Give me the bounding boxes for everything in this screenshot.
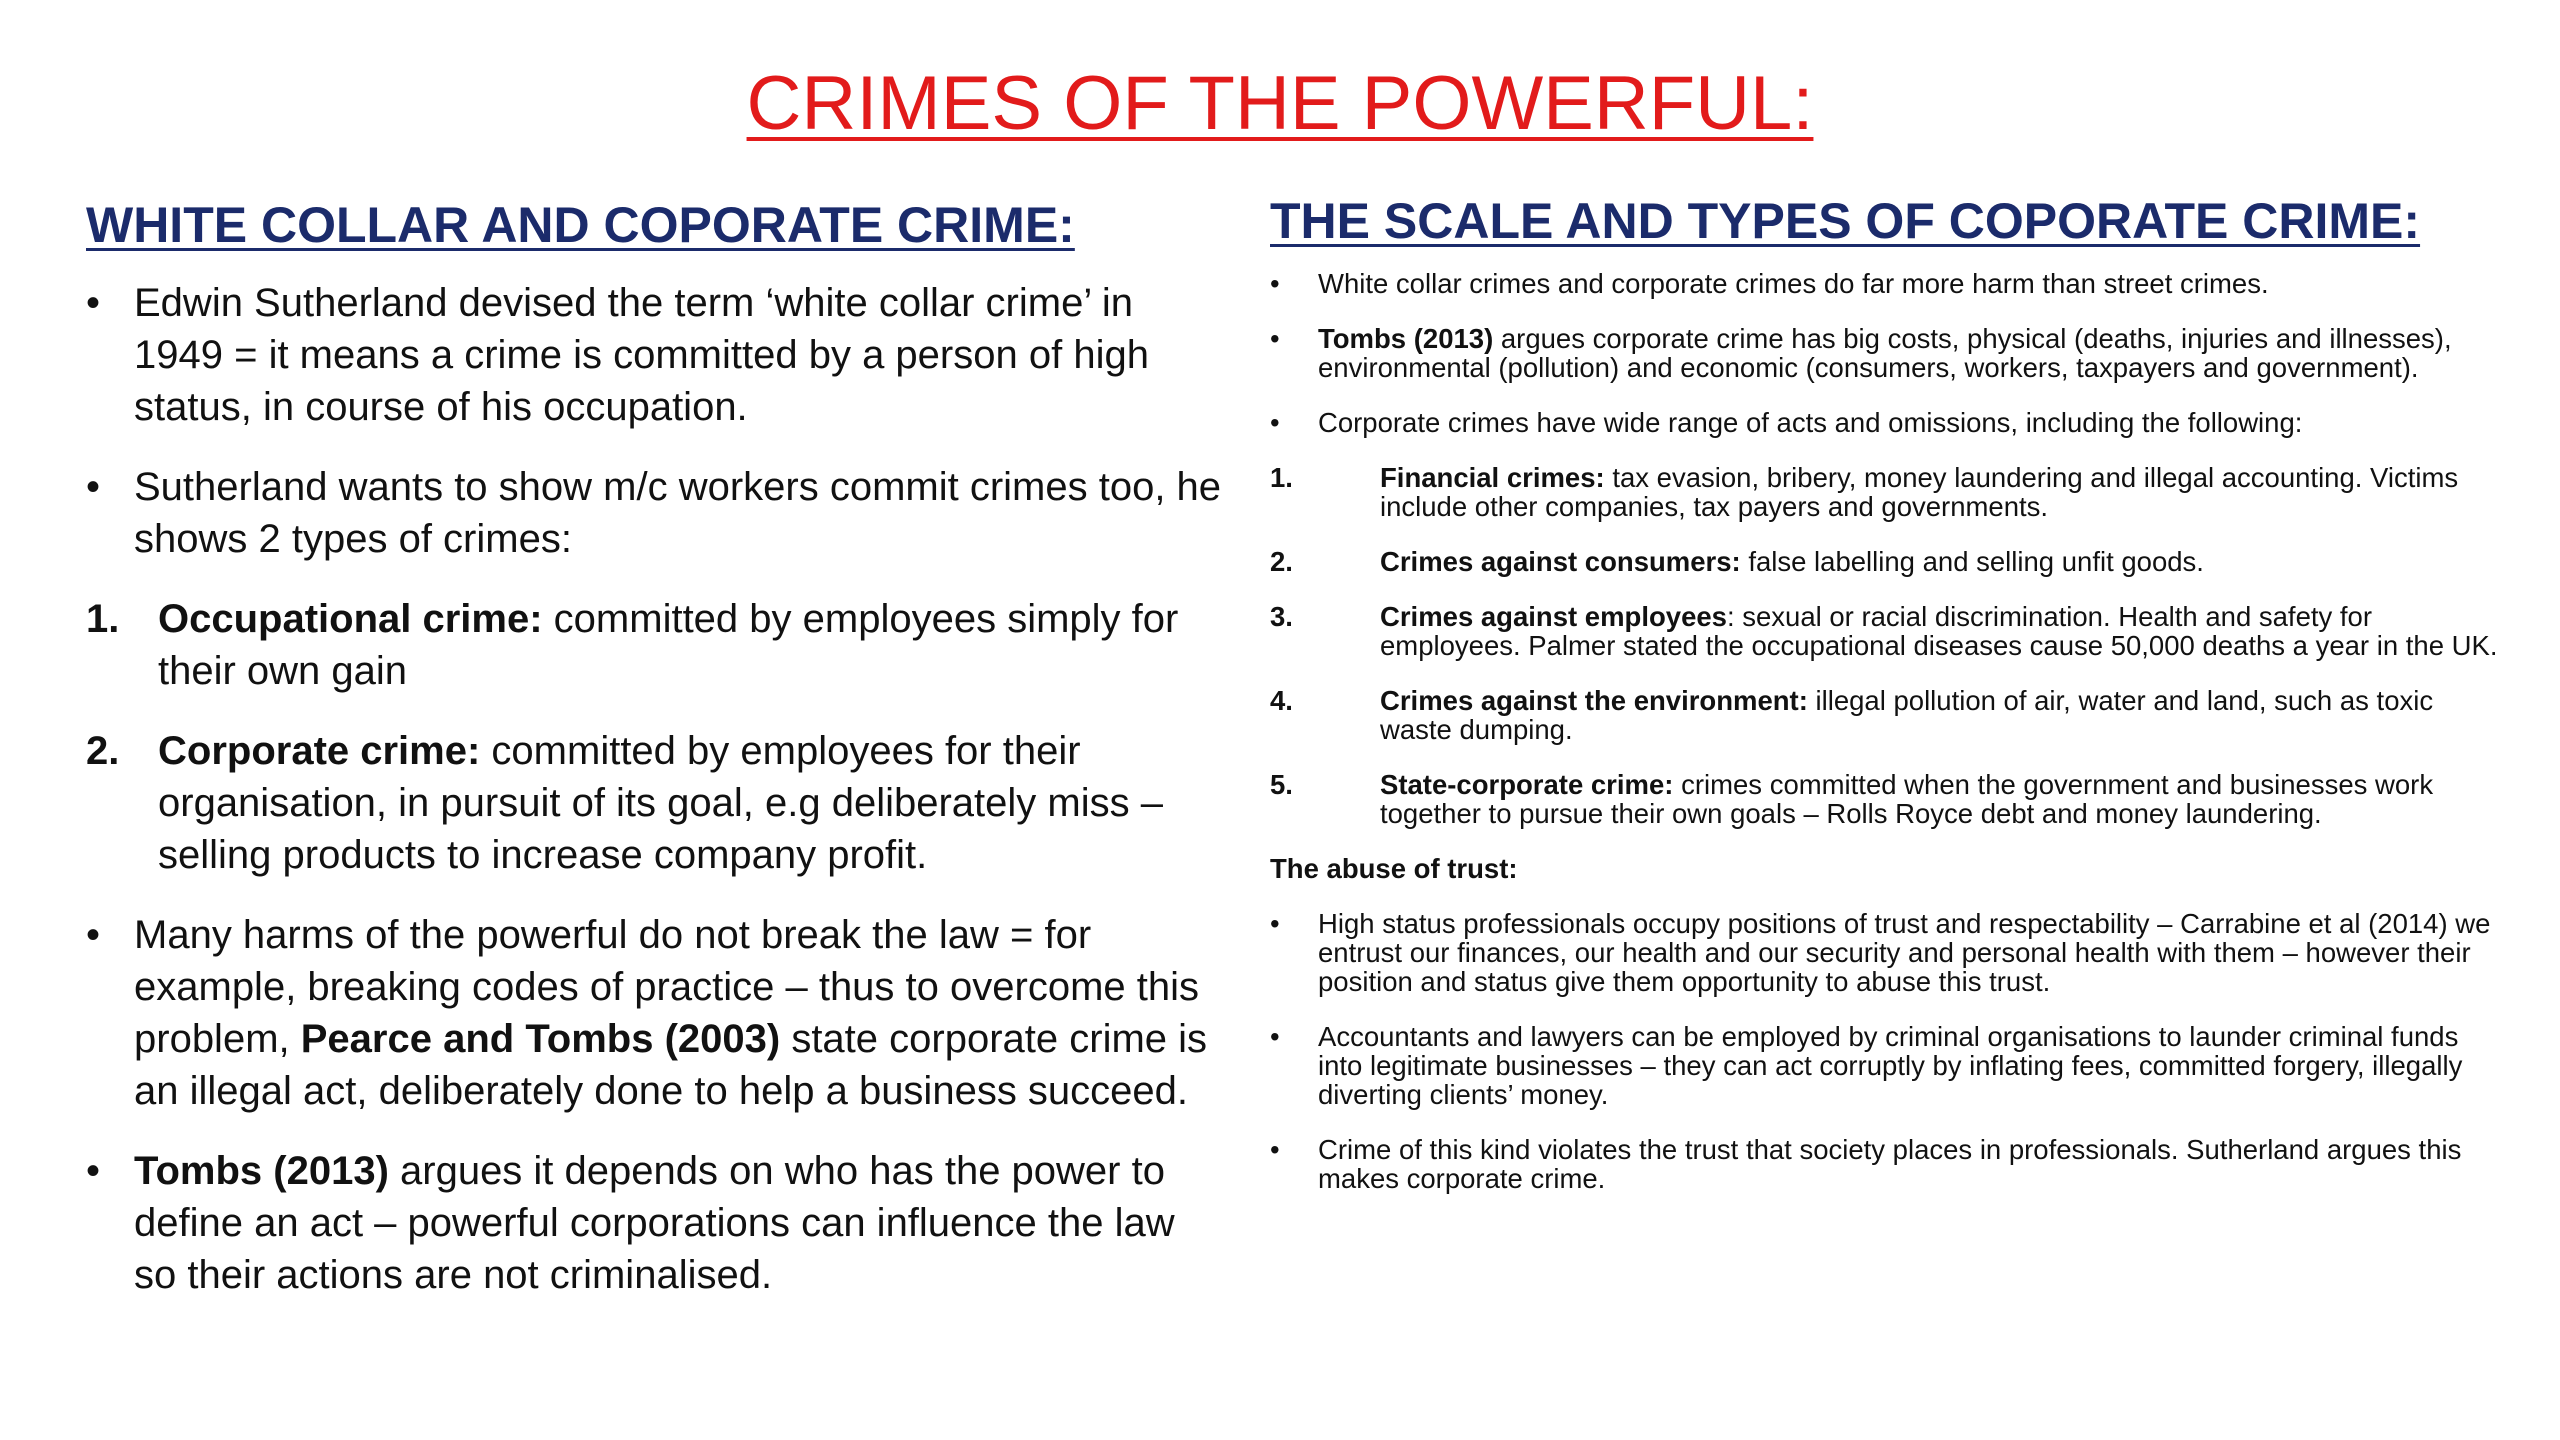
number-marker: 1. (1270, 462, 1293, 493)
list-item (86, 461, 1226, 565)
right-list (1270, 269, 2500, 1193)
list-item (86, 277, 1226, 433)
left-column (86, 195, 1226, 1329)
right-column (1270, 195, 2500, 1219)
bullet-marker: • (1270, 407, 1280, 438)
list-item-text (158, 593, 1226, 697)
term-desc: false labelling and selling unfit goods. (1740, 546, 2204, 577)
number-marker: 5. (1270, 769, 1293, 800)
list-item-text (1380, 602, 2500, 660)
term-desc: crimes committed when the government and businesses work together to pursue their own goals – Rolls Royce debt and money laundering. (1380, 769, 2434, 829)
numbered-item (1270, 602, 2500, 660)
term-bold: Crimes against consumers: (1380, 546, 1741, 577)
list-item-text: Edwin Sutherland devised the term ‘white collar crime’ in 1949 = it means a crime is committed by a person of high status, in course of his occupation. (134, 281, 1149, 429)
list-item-text (1380, 686, 2500, 744)
list-item-text (134, 909, 1226, 1117)
right-heading: THE SCALE AND TYPES OF COPORATE CRIME: (1270, 193, 2421, 249)
bullet-marker: • (1270, 908, 1280, 939)
bullet-marker: • (1270, 1134, 1280, 1165)
numbered-item (86, 725, 1226, 881)
term-desc: committed by employees simply for their own gain (158, 597, 1179, 693)
list-item (1270, 408, 2500, 437)
number-marker: 3. (1270, 601, 1293, 632)
citation-bold: Tombs (2013) (134, 1149, 389, 1193)
list-item-text (1318, 324, 2500, 382)
list-item-text: Crime of this kind violates the trust that society places in professionals. Sutherland argues this makes corporate crime. (1318, 1134, 2462, 1194)
text-part: argues corporate crime has big costs, physical (deaths, injuries and illnesses), environmental (pollution) and economic (consumers, workers, taxpayers and government). (1318, 323, 2452, 383)
list-item-text (134, 1145, 1226, 1301)
citation-bold: Pearce and Tombs (2003) (300, 1017, 781, 1061)
text-part: Many harms of the powerful do not break the law = for example, breaking codes of practice – thus to overcome this problem, (134, 913, 1199, 1061)
slide-title: CRIMES OF THE POWERFUL: (746, 61, 1814, 146)
number-marker: 2. (86, 729, 120, 773)
term-bold: Occupational crime: (158, 597, 543, 641)
number-marker: 2. (1270, 546, 1293, 577)
numbered-item (1270, 547, 2500, 576)
list-item-text: Sutherland wants to show m/c workers commit crimes too, he shows 2 types of crimes: (134, 465, 1222, 561)
bullet-marker: • (86, 465, 101, 509)
numbered-item (1270, 770, 2500, 828)
bullet-marker: • (1270, 323, 1280, 354)
bullet-marker: • (86, 913, 101, 957)
text-part: argues it depends on who has the power to define an act – powerful corporations can influence the law so their actions are not criminalised. (134, 1149, 1175, 1297)
bullet-marker: • (1270, 1021, 1280, 1052)
bullet-marker: • (1270, 268, 1280, 299)
list-item-text (1380, 770, 2500, 828)
term-bold: Crimes against employees (1380, 601, 1727, 632)
list-item (86, 909, 1226, 1117)
term-desc: committed by employees for their organisation, in pursuit of its goal, e.g deliberately miss – selling products to increase company profit. (158, 729, 1163, 877)
number-marker: 1. (86, 597, 120, 641)
list-item (1270, 1135, 2500, 1193)
term-bold: Crimes against the environment: (1380, 685, 1808, 716)
bullet-marker: • (86, 281, 101, 325)
list-item-text: Corporate crimes have wide range of acts and omissions, including the following: (1318, 407, 2303, 438)
list-item (86, 1145, 1226, 1301)
term-desc: tax evasion, bribery, money laundering and illegal accounting. Victims include other companies, tax payers and governments. (1380, 462, 2459, 522)
term-desc: : sexual or racial discrimination. Health and safety for employees. Palmer stated the occupational diseases cause 50,000 deaths a year in the UK. (1380, 601, 2498, 661)
numbered-item (86, 593, 1226, 697)
number-marker: 4. (1270, 685, 1293, 716)
left-list (86, 277, 1226, 1301)
list-item (1270, 909, 2500, 996)
list-item-text: Accountants and lawyers can be employed by criminal organisations to launder criminal funds into legitimate businesses – they can act corruptly by inflating fees, committed forgery, illegally diverting clients’ money. (1318, 1021, 2463, 1110)
abuse-of-trust-subheading: The abuse of trust: (1270, 853, 1518, 884)
term-bold: Corporate crime: (158, 729, 481, 773)
list-item-text: White collar crimes and corporate crimes do far more harm than street crimes. (1318, 268, 2269, 299)
left-heading: WHITE COLLAR AND COPORATE CRIME: (86, 197, 1075, 253)
list-item-text (158, 725, 1226, 881)
term-bold: State-corporate crime: (1380, 769, 1674, 800)
bullet-marker: • (86, 1149, 101, 1193)
list-item-text (1380, 463, 2500, 521)
numbered-item (1270, 686, 2500, 744)
list-item-text (1380, 547, 2500, 576)
term-bold: Financial crimes: (1380, 462, 1605, 493)
term-desc: illegal pollution of air, water and land, such as toxic waste dumping. (1380, 685, 2434, 745)
list-item (1270, 1022, 2500, 1109)
list-item (1270, 269, 2500, 298)
text-part: state corporate crime is an illegal act, deliberately done to help a business succeed. (134, 1017, 1208, 1113)
list-item-text: High status professionals occupy positions of trust and respectability – Carrabine et al (2014) we entrust our finances, our health and our security and personal health with them – however their position and status give them opportunity to abuse this trust. (1318, 908, 2491, 997)
numbered-item (1270, 463, 2500, 521)
citation-bold: Tombs (2013) (1318, 323, 1494, 354)
list-item (1270, 324, 2500, 382)
